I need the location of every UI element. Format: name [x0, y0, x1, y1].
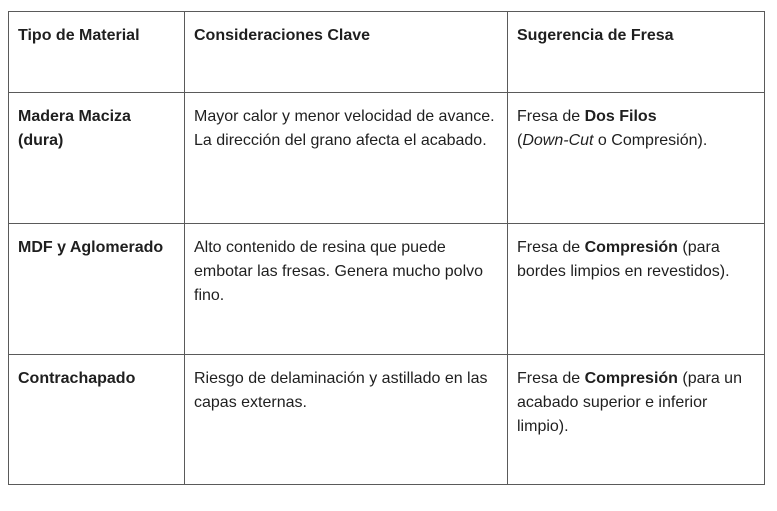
materials-table [8, 11, 765, 485]
suggestion-prefix: Fresa de [517, 108, 585, 125]
header-considerations: Consideraciones Clave [185, 12, 508, 93]
header-material: Tipo de Material [9, 12, 185, 93]
cell-suggestion [508, 224, 765, 355]
cell-suggestion [508, 93, 765, 224]
table-row [9, 355, 765, 485]
suggestion-prefix: Fresa de [517, 370, 585, 387]
suggestion-bit-name: Compresión [584, 239, 678, 256]
suggestion-rest: (para un acabado superior e inferior limpio). [517, 370, 742, 435]
header-suggestion: Sugerencia de Fresa [508, 12, 765, 93]
cell-material: Madera Maciza (dura) [9, 93, 185, 224]
cell-material: Contrachapado [9, 355, 185, 485]
cell-considerations: Mayor calor y menor velocidad de avance. La dirección del grano afecta el acabado. [185, 93, 508, 224]
suggestion-bit-name: Compresión [584, 370, 678, 387]
suggestion-bit-name: Dos Filos [584, 108, 657, 125]
suggestion-paren: ( [517, 132, 523, 149]
cell-considerations: Riesgo de delaminación y astillado en las capas externas. [185, 355, 508, 485]
table-row [9, 93, 765, 224]
suggestion-prefix: Fresa de [517, 239, 585, 256]
cell-material: MDF y Aglomerado [9, 224, 185, 355]
suggestion-rest: o Compresión). [593, 132, 708, 149]
cell-considerations: Alto contenido de resina que puede embotar las fresas. Genera mucho polvo fino. [185, 224, 508, 355]
suggestion-rest: (para bordes limpios en revestidos). [517, 239, 730, 280]
table-row [9, 224, 765, 355]
suggestion-italic: Down-Cut [522, 132, 594, 149]
cell-suggestion [508, 355, 765, 485]
table-header-row [9, 12, 765, 93]
